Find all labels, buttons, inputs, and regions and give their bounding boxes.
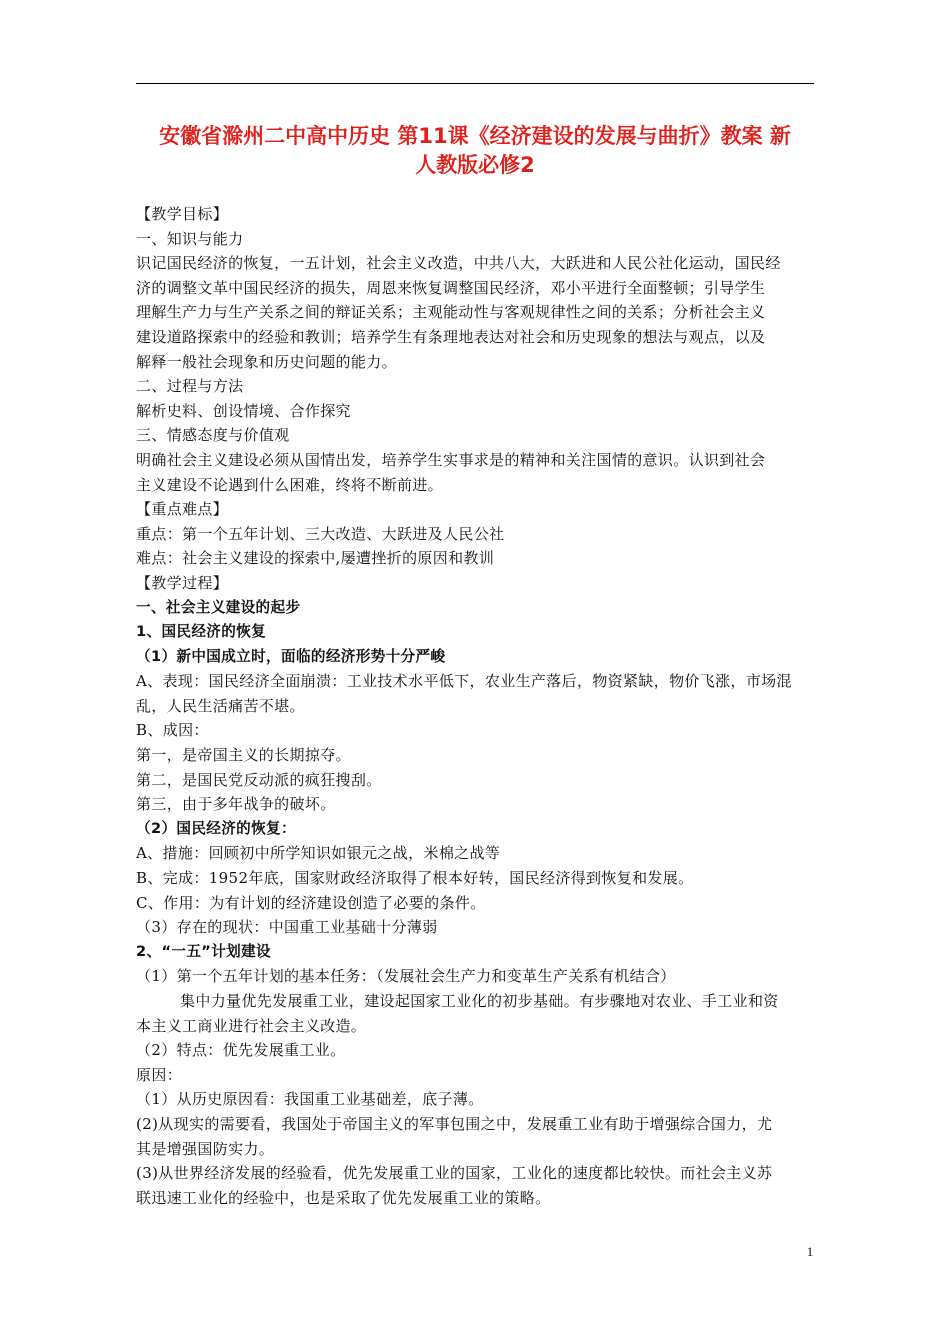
text-line: （1）新中国成立时，面临的经济形势十分严峻 <box>136 647 446 665</box>
text-line: 其是增强国防实力。 <box>136 1139 275 1158</box>
text-line: 【重点难点】 <box>136 500 229 519</box>
text-line: （3）存在的现状：中国重工业基础十分薄弱 <box>136 918 438 937</box>
text-line: 一、知识与能力 <box>136 229 244 248</box>
text-line: 一、社会主义建设的起步 <box>136 598 301 616</box>
text-line: 联迅速工业化的经验中，也是采取了优先发展重工业的策略。 <box>136 1188 551 1207</box>
text-line: A、措施：回顾初中所学知识如银元之战，米棉之战等 <box>136 844 501 863</box>
text-line: 第三，由于多年战争的破坏。 <box>136 795 336 814</box>
text-line: （1）第一个五年计划的基本任务：（发展社会生产力和变革生产关系有机结合） <box>136 967 676 986</box>
text-line: 主义建设不论遇到什么困难，终将不断前进。 <box>136 475 444 494</box>
text-line: （2）国民经济的恢复： <box>136 819 296 837</box>
text-line: 第一，是帝国主义的长期掠夺。 <box>136 746 351 765</box>
text-line: 难点：社会主义建设的探索中,屡遭挫折的原因和教训 <box>136 549 495 568</box>
title-line-1: 安徽省滁州二中高中历史 第11课《经济建设的发展与曲折》教案 新 <box>159 124 791 148</box>
text-line: 二、过程与方法 <box>136 377 244 396</box>
title-line-2: 人教版必修2 <box>415 153 535 177</box>
text-line: 三、情感态度与价值观 <box>136 426 290 445</box>
text-line: 本主义工商业进行社会主义改造。 <box>136 1016 367 1035</box>
header-rule <box>136 83 814 84</box>
text-line: 明确社会主义建设必须从国情出发，培养学生实事求是的精神和关注国情的意识。认识到社会 <box>136 450 766 469</box>
text-line: A、表现：国民经济全面崩溃：工业技术水平低下，农业生产落后，物资紧缺，物价飞涨，市场混 <box>136 672 792 691</box>
text-line: (2)从现实的需要看，我国处于帝国主义的军事包围之中，发展重工业有助于增强综合国力，尤 <box>136 1114 773 1133</box>
text-line: C、作用：为有计划的经济建设创造了必要的条件。 <box>136 893 486 912</box>
page-number: 1 <box>806 1244 814 1259</box>
text-line: 原因： <box>136 1065 183 1084</box>
text-line: 【教学目标】 <box>136 205 229 223</box>
text-line: 解析史料、创设情境、合作探究 <box>136 401 351 420</box>
text-line: 第二，是国民党反动派的疯狂搜刮。 <box>136 770 382 789</box>
text-line: B、完成：1952年底，国家财政经济取得了根本好转，国民经济得到恢复和发展。 <box>136 869 694 888</box>
text-line: 集中力量优先发展重工业，建设起国家工业化的初步基础。有步骤地对农业、手工业和资 <box>180 992 779 1010</box>
text-line: 2、“一五”计划建设 <box>136 942 271 960</box>
text-line: 重点：第一个五年计划、三大改造、大跃进及人民公社 <box>136 524 505 543</box>
text-line: （2）特点：优先发展重工业。 <box>136 1041 346 1060</box>
text-line: 建设道路探索中的经验和教训；培养学生有条理地表达对社会和历史现象的想法与观点，以及 <box>136 327 766 346</box>
document-title <box>136 122 814 180</box>
text-line: 济的调整文革中国民经济的损失，周恩来恢复调整国民经济，邓小平进行全面整顿；引导学生 <box>136 278 766 297</box>
text-line: 理解生产力与生产关系之间的辩证关系；主观能动性与客观规律性之间的关系；分析社会主义 <box>136 303 766 322</box>
document-body <box>136 202 814 1210</box>
text-line: 【教学过程】 <box>136 573 229 592</box>
text-line: 乱，人民生活痛苦不堪。 <box>136 696 305 715</box>
text-line: 解释一般社会现象和历史问题的能力。 <box>136 352 397 371</box>
text-line: （1）从历史原因看：我国重工业基础差，底子薄。 <box>136 1090 484 1109</box>
text-line: B、成因： <box>136 721 209 740</box>
text-line: (3)从世界经济发展的经验看，优先发展重工业的国家，工业化的速度都比较快。而社会主义苏 <box>136 1164 773 1183</box>
text-line: 识记国民经济的恢复，一五计划，社会主义改造，中共八大，大跃进和人民公社化运动，国民经 <box>136 254 781 273</box>
text-line: 1、国民经济的恢复 <box>136 623 267 641</box>
